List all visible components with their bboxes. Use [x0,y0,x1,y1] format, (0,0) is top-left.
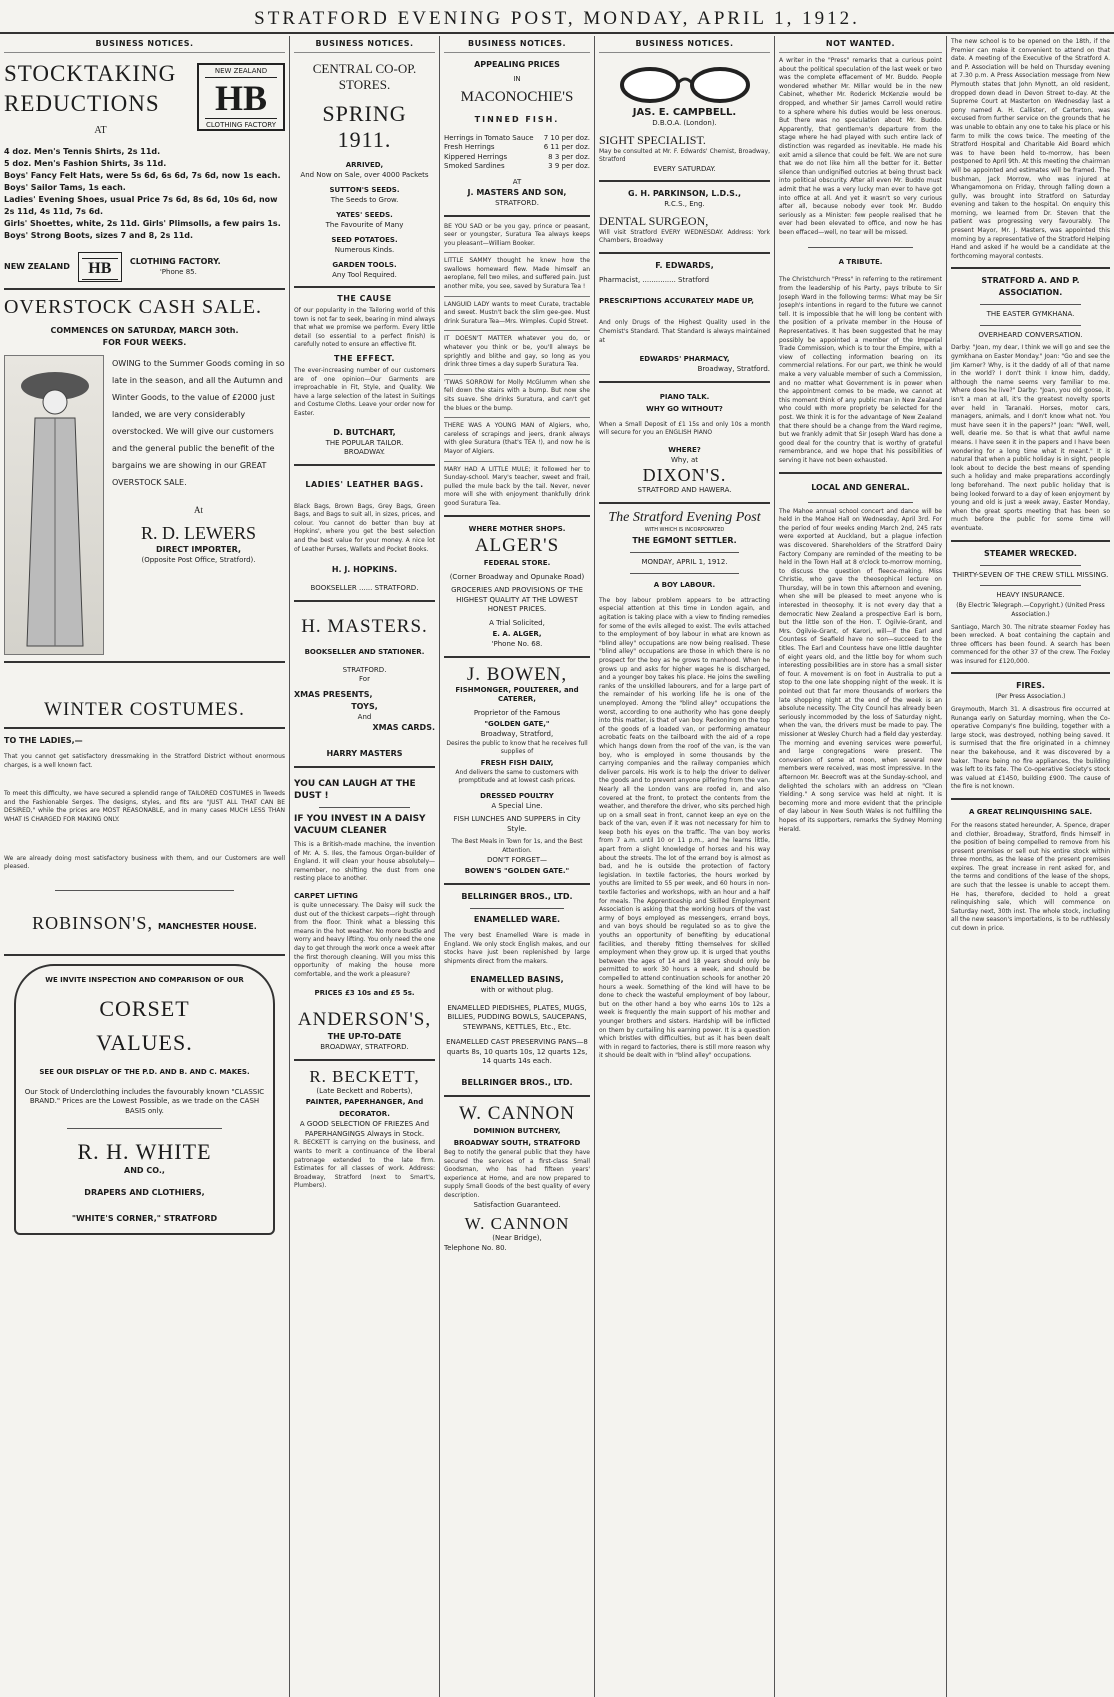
clothing-factory: CLOTHING FACTORY. [129,257,221,267]
broadway-stratford: BROADWAY, STRATFORD. [320,1043,409,1052]
parkinson: G. H. PARKINSON, L.D.S., [628,189,741,199]
special-line: A Special Line. [491,801,543,810]
overstock-body: OWING to the Summer Goods coming in so late in the season, and all the Autumn and Winter Goods, to the value of £2000 just landed, we are very considerably overstocked. We will give our customers and the general public the benefit of the bargains we are showing in our GREAT OVERSTOCK SALE. [112,359,285,487]
bellringer-title: BELLRINGER BROS., LTD. [461,892,573,902]
harry-masters: HARRY MASTERS [326,749,403,759]
hb-logo [197,63,285,131]
telegraph-credit: (By Electric Telegraph.—Copyright.) (United Press Association.) [956,601,1105,618]
coop-item: SEED POTATOES. [331,236,398,244]
carpet-body: is quite unnecessary. The Daisy will suck the dust out of the thickest carpets—right through from the floor. Think what a blessing this means in the hot weather. No more bustle and worry and heavy lifting. You only need the one day to get through the work once a week after the first thorough cleaning. Will you miss this opportunity of making the house more comfortable, and the work a pleasure? [294,902,435,978]
piano-body: When a Small Deposit of £1 15s and only 10s a month will secure for you an ENGLISH PIANO [599,420,770,437]
xmas-presents: XMAS PRESENTS, [294,689,373,699]
bookseller-stationer: BOOKSELLER AND STATIONER. [304,647,425,656]
column-4 [595,36,775,1697]
dont-forget: DON'T FORGET— [486,855,548,864]
pd-display: SEE OUR DISPLAY OF THE P.D. AND B. AND C. MAKES. [39,1067,250,1076]
overstock-title: OVERSTOCK CASH SALE. [4,296,262,318]
fires-body: Greymouth, March 31. A disastrous fire occurred at Runanga early on Saturday morning, when the Co-operative Company's fine building, together with a large stock, was destroyed, nothing being saved. It is surmised that the fire originated in a chimney near the bakehouse, and it was discovered by a baker. There being no fire appliances, the building was left to its fate. The Co-operative Society's stock was valued at £1450, building £900. The cause of the fire is not known. [951,705,1110,791]
stock-line: 4 doz. Men's Tennis Shirts, 2s 11d. [4,147,161,156]
four-weeks: FOR FOUR WEEKS. [102,338,187,347]
steamer-wrecked: STEAMER WRECKED. [984,548,1077,558]
prices: PRICES £3 10s and £5 5s. [314,989,415,998]
broadway-south: BROADWAY SOUTH, STRATFORD [453,1138,581,1147]
column-2 [290,36,440,1697]
column-head: BUSINESS NOTICES. [294,36,435,53]
enamelled-body: The very best Enamelled Ware is made in England. We only stock English makes, and our stocks have just been replenished by large shipments direct from the makers. [444,932,590,965]
importer: DIRECT IMPORTER, [155,545,242,554]
effect-body: The ever-increasing number of our customers are of one opinion—Our Garments are irreproachable in Fit, Style, and Quality. We have a large selection of the latest in Suitings and Costume Cloths. Leave your order now for Easter. [294,366,435,417]
dominion-butchery: DOMINION BUTCHERY, [473,1126,561,1135]
stock-line: 5 doz. Men's Fashion Shirts, 3s 11d. [4,159,167,168]
fish-name: Kippered Herrings [444,152,508,161]
butchart: D. BUTCHART, [333,427,396,437]
stock-line: Boys' Strong Boots, sizes 7 and 8, 2s 11d. [4,231,194,240]
local-general-body: The Mahoe annual school concert and dance will be held in the Mahoe Hall on Wednesday, April 3rd. For the period of four weeks ending March 2nd, 245 rats were exported at Auckland, but a plague infection was discovered. Shareholders of the Stratford Dairy Factory Company are reminded of the meeting to be held in the Town Hall at 8 o'clock to-morrow morning, to discuss the question of fleece-making. Miss Christie, who gave the theosophical lecture on Thursday, will be in town this afternoon and evening, when she will be pleased to meet anyone who is interested in theosophy. It is not every day that a democratic New Zealand a prospective Earl is born, but the little son of the Hon. T. Ogilvie-Grant, and Mrs. Ogilvie-Grant, of Karori, will—if the Earl and Countess of Seafield have no son—succeed to the titles. The Earl and Countess have one little daughter of eight years old, and the little boy for whom such interesting possibilities are in store has a small sister of four. A movement is on foot in Australia to put a stop to the one late shopping night of the week. It is pointed out that far more thousands of workers the late shopping night at the end of the week is an absolute necessity. The City Council has already been seriously incommoded by the loss of Saturday night, when the van, the drivers must be made to pay. The missioner at Wesley Church had a field day yesterday. The morning and evening services were powerful, and large congregations were present. The conversion of some at noon, when several new members were received, was most impressive. In the afternoon Mr. Beecroft was at the Sunday-school, and delighted the scholars with an address on "Clean Yielding." A song service was held at night. It is becoming more and more evident that the principle of day labour in New South Wales is not fulfilling the hopes of its supporters, remarks the Sydney Morning Herald. [779,507,942,833]
tinned-fish: TINNED FISH. [474,114,560,124]
friezes: A GOOD SELECTION OF FRIEZES And PAPERHANGINGS Always in Stock. [299,1120,430,1138]
toys: TOYS, [351,701,378,711]
column-head: NOT WANTED. [779,36,942,53]
sight-specialist: SIGHT SPECIALIST. [599,132,706,147]
at: AT [512,177,522,186]
corset-invite: WE INVITE INSPECTION AND COMPARISON OF OUR [45,975,244,984]
fishmonger: FISHMONGER, POULTERER, and CATERER, [455,685,579,704]
stock-line: Boys' Sailor Tams, 1s each. [4,183,126,192]
coop-item: YATES' SEEDS. [336,211,393,219]
broadway-stratford: Broadway, Stratford. [697,365,770,374]
stock-line: Ladies' Evening Shoes, usual Price 7s 6d, 8s 6d, 10s 6d, now 2s 11d, 4s 11d, 7s 6d. [4,195,278,216]
rcs: R.C.S., Eng. [664,200,705,209]
stratford: STRATFORD. [342,665,387,674]
drapers: DRAPERS AND CLOTHIERS, [84,1188,205,1198]
news-body: The new school is to be opened on the 18th, if the Premier can make it convenient to attend on that date. A meeting of the Executive of the Stratford A. and P. Association will be held on Thursday evening at 7.30 p.m. A Press Association message from New Plymouth states that John Mynott, an old resident, dropped down dead in Devon Street to-day. At the Supreme Court at Masterton on Wednesday last a pony named A. H. Callister, of Carterton, was excused from further service on the grounds that he was unable to obtain any one to take his place or his farm to milk the cows twice. The meeting of the Stratford Hospital and Charitable Aid Board which was to have been held to-morrow, has been postponed to April 9th. At this meeting the chairman will be appointed and estimates will be framed. The bushman, Jack Morrow, who was injured at Whangamomona on Friday, through falling down a gully, was brought into Stratford on Saturday evening and taken to the hospital. On enquiry this morning, we learned from Dr. Steven that the patient was progressing very favourably. The present Mayor, Mr. J. Masters, was appointed this morning by a representative of the Stratford Helping Hand and asked if he would be a candidate at the forthcoming mayoral contests. [951,38,1110,260]
logo-mark-small: HB [82,258,118,280]
tea-advert: LANGUID LADY wants to meet Curate, tractable and sweet. Mustn't back the slim gee-gee. Must drink Suratura Tea—Mrs. Wimples. Cupid Street. [444,301,590,332]
tea-advert: THERE WAS A YOUNG MAN of Algiers, who, careless of scrapings and jeers, drank always with glee Suratura (that's TEA !), and now he is Mayor of Algiers. [444,422,590,461]
stock-lines [4,146,285,242]
e-a-alger: E. A. ALGER, [492,630,542,639]
gymkhana-body: Darby: "Joan, my dear, I think we will go and see the gymkhana on Easter Monday." Joan: "Go and see the Jim Karner? Why, is it the daddy of all of that name in the world? I don't think I know him, daddy, although the name seems very familiar to me. Where does he live?" Darby: "Joan, you old goose, it isn't a man at all, it's the greatest novelty sports ever held in Taranaki. Horses, motor cars, managers, animals, and I don't know what not. You must have seen it in the papers?" Joan: "Well, well, well, dearie me. So that is what that awful name means. I have seen it in the papers and I have been wondering for a long time what it meant." It is natural that when a public holiday is in sight, people look about to decide the best means of spending such a holiday and make preparations accordingly long beforehand. The next public holiday that is being looked forward to a day of keen enjoyment by young and old is just a week away, Easter Monday, when the great sports meeting that has been so much before the public for some time will eventuate. [951,344,1110,532]
xmas-cards: XMAS CARDS. [372,723,435,733]
proprietor: Proprietor of the Famous [473,708,561,717]
not-wanted-body: A writer in the "Press" remarks that a curious point about the political speculation of the last week or two was the complete effacement of Mr. Buddo. People wondered whether Mr. Millar would be in the new Cabinet, whether Mr. Roderick McKenzie would be dropped, and whether Sir James Carroll would retire to a sphere where his duties would be less onerous. But there was no speculation about Mr. Buddo. Apparently, that gentleman's departure from the stage where he had played with such entire lack of distinction was regarded as inevitable. He made his exit amid a silence that could be felt. We are not sure that we do not like him all the better for it. Better silence than undignified outcries at being thrust back into political obscurity. After all even Mr. Buddo must admit that he was a very lucky man ever to have got into office at all. And yet it wasn't so very curious after all, because nobody ever took Mr. Buddo seriously as a Minister: few people realised that he ever had been elevated to office, and now he has been effaced—well, no tear will be missed. [779,57,942,236]
column-head: BUSINESS NOTICES. [444,36,590,53]
edwards-pharmacy: EDWARDS' PHARMACY, [639,355,730,364]
sight-body: May be consulted at Mr. F. Edwards' Chemist, Broadway, Stratford [599,147,770,164]
white-name: R. H. WHITE [77,1139,212,1165]
broadway: BROADWAY. [343,448,386,457]
for: For [359,675,370,684]
tea-advert: MARY HAD A LITTLE MULE; it followed her to Sunday-school. Mary's teacher, sweet and frail, pulled the mule back by the tail. Never, never more will she with enjoyment thankfully drink good Suratura Tea. [444,465,590,507]
maconochie: MACONOCHIE'S [460,88,574,105]
fires-title: FIRES. [1016,681,1045,691]
and: And [357,712,372,721]
phone-68: 'Phone No. 68. [491,640,543,649]
dressed-poultry: DRESSED POULTRY [480,791,554,800]
phone: 'Phone 85. [159,268,197,277]
incorporated: WITH WHICH IS INCORPORATED [644,526,725,533]
desires: Desires the public to know that he receives full supplies of [446,739,588,756]
fish-price: 8 3 per doz. [548,152,590,161]
cannon-body: Beg to notify the general public that they have secured the services of a first-class Small Goodsman, who has had fifteen years' experience at Home, and are now prepared to supply Small Goods of the best quality of every description. [444,1148,590,1199]
every-saturday: EVERY SATURDAY. [653,164,716,173]
underclothing: Our Stock of Underclothing includes the favourably known "CLASSIC BRAND." Prices are the Lowest Possible, as we trade on the CASH BASIS only. [24,1087,265,1115]
hb-logo-small [78,252,122,282]
dixon-title: DIXON'S. [642,465,727,486]
column-3 [440,36,595,1697]
edwards: F. EDWARDS, [655,260,714,270]
campbell: JAS. E. CAMPBELL. [632,107,737,118]
lewers-name: R. D. LEWERS [141,523,256,543]
telephone-80: Telephone No. 80. [444,1243,507,1252]
piano-talk: PIANO TALK. [659,392,710,401]
column-head: BUSINESS NOTICES. [599,36,770,53]
fish-name: Fresh Herrings [444,143,495,151]
winter-body-2: To meet this difficulty, we have secured a splendid range of TAILORED COSTUMES in Tweeds and the Fashionable Serges. The designs, styles, and fits are "JUST ALL THAT CAN BE DESIRED," while the prices are MOST REASONABLE, and in many cases MUCH LESS THAN WHAT IS CHARGED FOR MAKING ONLY. [4,790,285,823]
coop-item: And Now on Sale, over 4000 Packets [300,170,429,179]
ap-association-title: STRATFORD A. AND P. ASSOCIATION. [981,276,1080,298]
federal-store: FEDERAL STORE. [483,558,551,567]
logo-mark: HB [205,77,277,119]
manchester-house: MANCHESTER HOUSE. [158,921,257,931]
paper-title: The Stratford Evening Post [608,509,761,525]
corner: (Corner Broadway and Opunake Road) [449,572,585,581]
crew-missing: THIRTY-SEVEN OF THE CREW STILL MISSING. [952,570,1109,579]
coop-item: Any Tool Required. [332,270,397,279]
delivers: And delivers the same to customers with promptitude and at lowest cash prices. [455,768,579,785]
dboa: D.B.O.A. (London). [652,119,717,127]
column-5 [775,36,947,1697]
beckett-title: R. BECKETT, [309,1066,420,1086]
nz-label: NEW ZEALAND [4,262,70,271]
anderson-title: ANDERSON'S, [297,1009,432,1031]
stratford: STRATFORD. [495,199,539,207]
bowen-title: J. BOWEN, [466,663,568,685]
easter-gymkhana: THE EASTER GYMKHANA. [986,310,1075,319]
tribute-title: A TRIBUTE. [838,258,883,267]
commences: COMMENCES ON SATURDAY, MARCH 30th. [50,326,239,335]
tailor: THE POPULAR TAILOR. [325,438,404,447]
up-to-date: THE UP-TO-DATE [327,1032,402,1042]
winter-body-1: That you cannot get satisfactory dressmaking in the Stratford District without enormous charges, is a well known fact. [4,753,285,769]
masthead-title: STRATFORD EVENING POST, MONDAY, APRIL 1, 1912. [254,8,860,29]
whites-corner: "WHITE'S CORNER," STRATFORD [71,1214,218,1224]
trial: A Trial Solicited, [489,618,545,627]
pharmacist: Pharmacist, ............... Stratford [599,275,710,284]
bags-title: LADIES' LEATHER BAGS. [305,479,424,489]
coop-item: The Favourite of Many [325,220,404,229]
prescriptions: PRESCRIPTIONS ACCURATELY MADE UP, [599,297,754,306]
stock-line: Girls' Shoettes, white, 2s 11d. Girls' Plimsolls, a few pairs 1s. [4,219,281,228]
logo-top: NEW ZEALAND [214,67,268,75]
overheard: OVERHEARD CONVERSATION. [978,330,1083,339]
coop-item: GARDEN TOOLS. [332,261,397,269]
corset-ad [14,964,275,1236]
why-at: Why, at [671,455,698,464]
steamer-body: Santiago, March 30. The nitrate steamer Foxley has been wrecked. A boat containing the captain and three officers has been found. A search has been commenced for the other 37 of the crew. The Foxley was insured for £120,000. [951,623,1110,665]
beckett-body: R. BECKETT is carrying on the business, and wants to merit a continuance of the liberal patronage extended to the late firm. Estimates for all classes of work. Address: Broadway, Stratford (next to Smart's, Plumbers). [294,1139,435,1190]
winter-body-3: We are already doing most satisfactory business with them, and our Customers are well pleased. [4,854,285,871]
tea-advert: BE YOU SAD or be you gay, prince or peasant, seer or youngster, Suratura Tea always keeps you pleasant—William Booker. [444,223,590,254]
dental-body: Will visit Stratford EVERY WEDNESDAY. Address: York Chambers, Broadway [599,228,770,245]
masters-title: H. MASTERS. [301,615,428,637]
with-or-without: with or without plug. [480,986,554,995]
lewers-address: (Opposite Post Office, Stratford). [141,556,256,564]
tribute-body: The Christchurch "Press" in referring to the retirement from the leadership of his Party, pays tribute to Sir Joseph Ward in the following terms: What may be Sir Joseph's intentions in regard to the future we cannot tell. It is impossible that he will long be content with the position of a private member in the House of Representatives. It has been suggested that he may possibly be appointed a member of the Imperial Trade Commission, which is to tour the Empire, with a view of collecting information bearing on its commercial relations. For our part, we think he would make a very valuable member of such a Commission, and no matter what Government is in power when the appointment comes to be made, we cannot at this moment think of any public man in New Zealand who could with more propriety be selected for the post. We think it is for the advantage of New Zealand that there should be a change from the Ward regime, but we frankly admit that Sir Joseph Ward has done a good deal for the country that is worthy of grateful remembrance, and we hope that his possibilities of serving it have not been exhausted. [779,276,942,464]
cause-title: THE CAUSE [337,294,392,303]
masthead [0,0,1114,34]
boy-labour-title: A BOY LABOUR. [653,580,716,589]
column-6 [947,36,1114,1697]
column-head: BUSINESS NOTICES. [4,36,285,53]
overstock-at: At [194,505,203,515]
where-mother-shops: WHERE MOTHER SHOPS. [468,524,566,533]
logo-bottom: CLOTHING FACTORY [206,121,276,129]
stocktaking-title: STOCKTAKING REDUCTIONS [4,61,177,116]
late-firm: (Late Beckett and Roberts), [316,1086,413,1095]
piedishes: ENAMELLED PIEDISHES, PLATES, MUGS, BILLIES, PUDDING BOWLS, SAUCEPANS, STEWPANS, KETTLES, Etc., Etc. [447,1003,587,1031]
fish-name: Herrings in Tomato Sauce [444,133,534,142]
cannon-footer: W. CANNON [464,1214,570,1234]
coop-title: CENTRAL CO-OP. STORES. [312,61,417,92]
local-general-title: LOCAL AND GENERAL. [811,482,910,492]
enamelled-basins: ENAMELLED BASINS, [470,975,564,985]
fish-name: Smoked Sardines [444,162,505,170]
broadway-stratford: Broadway, Stratford, [480,730,554,739]
corset-title: CORSET [99,995,190,1021]
coop-item: Numerous Kinds. [334,245,395,254]
and-co: AND CO., [124,1166,165,1176]
tea-advert: IT DOESN'T MATTER whatever you do, or whatever you think or be, you'll always be sprightly and blithe and gay, so long as you drink three times a day superb Suratura Tea. [444,335,590,374]
spectacles-icon [600,57,770,107]
robinson-name: ROBINSON'S, [32,912,153,933]
lady-illustration [5,356,105,656]
bowens-golden-gate: BOWEN'S "GOLDEN GATE." [464,867,570,876]
values-title: VALUES. [96,1029,193,1055]
fish-prices [444,134,590,172]
bookseller: BOOKSELLER ...... STRATFORD. [310,584,419,593]
satisfaction: Satisfaction Guaranteed. [473,1200,561,1209]
golden-gate: "GOLDEN GATE," [484,720,550,729]
winter-title: WINTER COSTUMES. [44,699,245,720]
column-1 [0,36,290,1697]
preserving-pans: ENAMELLED CAST PRESERVING PANS—8 quarts 8s, 10 quarts 10s, 12 quarts 12s, 14 quarts 14s each. [446,1038,588,1066]
tea-advert: 'TWAS SORROW for Molly McGlumm when she fell down the stairs with a bump. But now she sits suave. She drinks Suratura, and can't get the blues or the bump. [444,379,590,418]
egmont-settler: THE EGMONT SETTLER. [632,536,737,546]
boy-labour-body: The boy labour problem appears to be attracting especial attention at this time in London again, and agitation is taking place with a view to finding remedies for some of the evils alleged to exist. The evils attached to the employment of boy labour in what are known as "blind alley" occupations are now being realised. These "blind alley" occupations are those in which there is no prospect for the boy as he grows to manhood. When he grows up and asks for higher wages he is discharged, and a younger boy takes his place. He joins the swelling ranks of the unskilled labourers, and for a large part of the remainder of his working life he is one of the unemployed. Among the "blind alley" occupations the worst, according to one authority who has gone deeply into this matter, is that of van boy. Reckoning on the top of the goods of a loaded van, or performing amateur acrobatic feats on the tailboard with the aid of a rope which hangs down from the roof of the van, is the van boy, who is employed in some thousands by the carrying companies and the railway companies which deliver parcels. His work is to help the driver to deliver the goods and to prevent anyone pilfering from the van. Nearly all the London vans are roofed in, and also covered at the front, to protect the contents from the weather, and therefore the driver, who sits perched high up on a small seat in front, cannot keep an eye on the back of the van, even if it was not necessary for him to keep both his eyes on the traffic. The van boy works from 7 a.m. until 10 or 11 p.m., and he learns little, apart from a slight knowledge of horses and his way about the streets. The lot of the errand boy is almost as bad, and he is outside the protection of factory legislation. In textile factories, the hours worked by youths are limited to 55 per week, and 60 hours in non-textile factories and workshops, with an hour and a half for meals. The Apprenticeship and Skilled Employment Association is asking that the working hours of the vast army of boys employed as messengers, errand boys, and van boys should be regulated so as to give the youths an opportunity of benefiting by educational facilities, and thereby fitting themselves for skilled employment when they grow up. It is urged that youths between the ages of 14 and 18 years should only be permitted to work 30 hours a week, and should be compelled to attend continuation schools for another 20 hours a week. Something of the kind will have to be done to check the wasteful employment of boy labour, but on the other hand a boy who earns 10s to 12s a week is frequently the main support of his mother and younger brothers and sisters. Hardship will be inflicted on them by curtailing his earning power. It is a question which bristles with difficulties, but as it has been dealt with in regard to factories, there is still more reason why it should be dealt with in "blind alley" occupations. [599,596,770,1060]
to-ladies: TO THE LADIES,— [4,736,83,745]
best-meals: The Best Meals in Town for 1s, and the Best Attention. [451,838,583,854]
spring-title: SPRING 1911. [322,101,407,152]
press-association: (Per Press Association.) [995,693,1066,701]
laugh-title: YOU CAN LAUGH AT THE DUST ! [294,779,416,802]
cause-body: Of our popularity in the Tailoring world of this town is not far to seek, bearing in mind always that what we promise we perform. Every little detail (so essential to a perfect finish) is carefully noted to ensure an effective fit. [294,307,435,349]
lady-figure-image [4,355,104,655]
fresh-fish: FRESH FISH DAILY, [480,758,554,767]
bellringer-footer: BELLRINGER BROS., LTD. [461,1077,573,1087]
groceries: GROCERIES AND PROVISIONS OF THE HIGHEST QUALITY AT THE LOWEST HONEST PRICES. [451,586,583,614]
why-go-without: WHY GO WITHOUT? [646,404,723,413]
coop-item: The Seeds to Grow. [330,195,399,204]
stratford-hawera: STRATFORD AND HAWERA. [637,486,732,495]
carpet-title: CARPET LIFTING [294,892,358,901]
fish-price: 6 11 per doz. [543,143,590,151]
fish-price: 7 10 per doz. [543,133,590,142]
dental-surgeon: DENTAL SURGEON, [599,213,709,228]
fish-price: 3 9 per doz. [548,162,590,170]
coop-item: ARRIVED, [345,161,384,169]
where: WHERE? [668,445,701,454]
stock-line: Boys' Fancy Felt Hats, were 5s 6d, 6s 6d, 7s 6d, now 1s each. [4,171,281,180]
in: IN [513,75,521,83]
effect-title: THE EFFECT. [334,353,395,363]
appealing: APPEALING PRICES [474,60,560,69]
painter: PAINTER, PAPERHANGER, And DECORATOR. [305,1098,424,1119]
drugs: And only Drugs of the Highest Quality used in the Chemist's Standard. That Standard is always maintained at [599,319,770,344]
daisy-body: This is a British-made machine, the invention of Mr. A. S. Iles, the famous Organ-builder of England. It will clean your house absolutely—remember, no shifting the dust from one resting place to another. [294,841,435,883]
cannon-title: W. CANNON [459,1102,575,1124]
alger-title: ALGER'S [474,534,560,556]
tea-advert: LITTLE SAMMY thought he knew how the swallows homeward flew. Made himself an aeroplane, fell two miles, and suffered pain. Just another mite, you see, saved by Suratura Tea ! [444,257,590,296]
heavy-insurance: HEAVY INSURANCE. [996,591,1065,599]
daisy-title: IF YOU INVEST IN A DAISY VACUUM CLEANER [294,814,426,837]
coop-item: SUTTON'S SEEDS. [329,186,400,194]
enamelled-ware: ENAMELLED WARE. [473,915,561,925]
issue-date: MONDAY, APRIL 1, 1912. [641,558,728,567]
stock-at: AT [94,125,107,136]
relinquish-title: A GREAT RELINQUISHING SALE. [968,807,1093,816]
lunches: FISH LUNCHES AND SUPPERS in City Style. [453,815,581,833]
hopkins: H. J. HOPKINS. [331,565,398,575]
bags-body: Black Bags, Brown Bags, Grey Bags, Green Bags, and Bags to suit all, in sizes, prices, and colour. You cannot do better than buy at Hopkins', where you get the best selection and the best value for your money. A nice lot of Leather Purses, Wallets and Pocket Books. [294,502,435,553]
relinquish-body: For the reasons stated hereunder, A. Spence, draper and clothier, Broadway, Stratford, finds himself in the position of being compelled to remove from his present premises or sell out his entire stock within three months, as the lease of the present premises expires. The great increase in rent asked for, and the terms and conditions of the lease of the shops, are such that the lessee is unable to accept them. He has, therefore, decided to hold a great relinquishing sale, which will commence on Saturday next, 30th inst. The whole stock, including all the new season's importations, is to be ruthlessly cut down in price. [951,821,1110,933]
j-masters: J. MASTERS AND SON, [467,188,567,197]
near-bridge: (Near Bridge), [492,1234,542,1243]
